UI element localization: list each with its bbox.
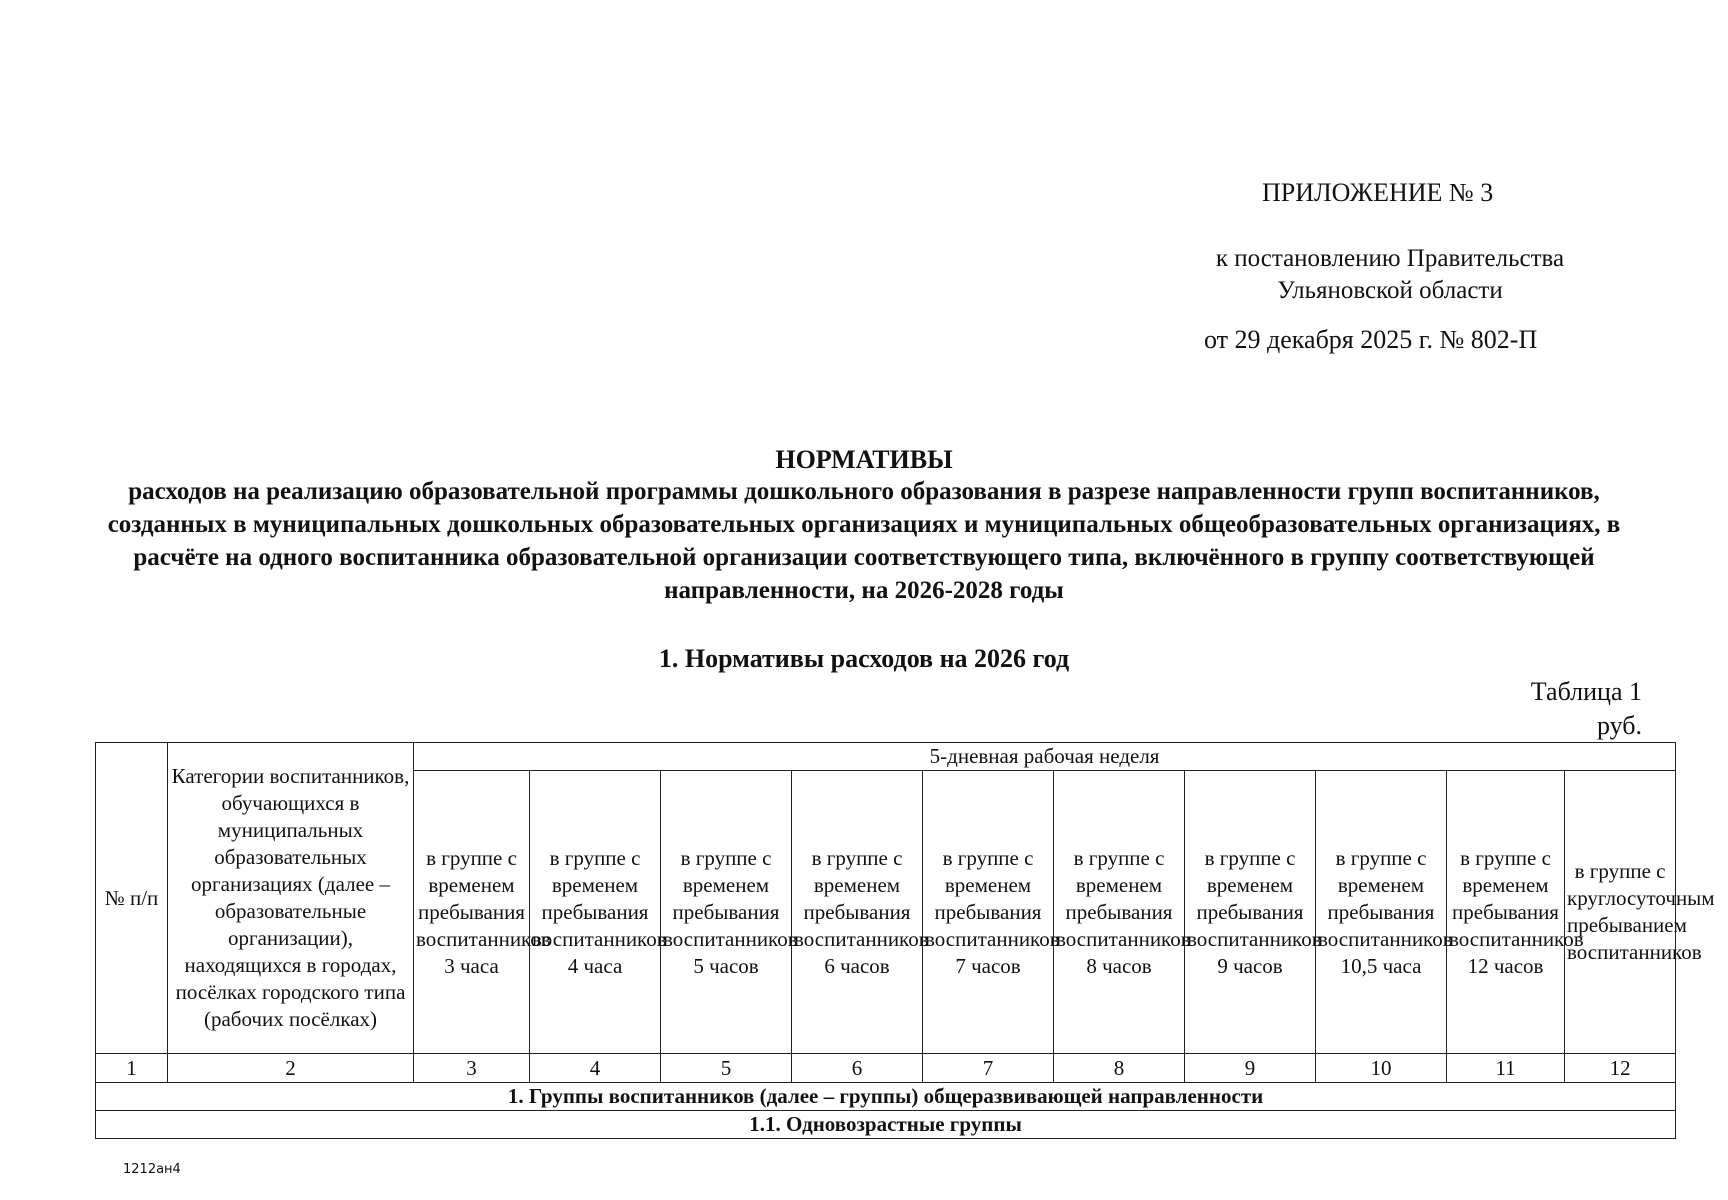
header-cell-7h: в группе с временем пребывания воспитанников 7 часов (923, 771, 1054, 1054)
header-cell-24h: в группе с круглосуточным пребыванием воспитанников (1565, 771, 1676, 1054)
table-unit: руб. (1596, 711, 1642, 740)
column-number: 6 (792, 1054, 923, 1083)
table-row (96, 1054, 1676, 1083)
column-number: 8 (1054, 1054, 1185, 1083)
table-header-row (96, 743, 1676, 771)
header-cell-week: 5-дневная рабочая неделя (414, 743, 1676, 771)
norms-table (95, 742, 1715, 1139)
appendix-reference: к постановлению Правительства Ульяновской области (1215, 245, 1565, 304)
group-heading: 1. Группы воспитанников (далее – группы) общеразвивающей направленности (96, 1083, 1676, 1111)
appendix-title: ПРИЛОЖЕНИЕ № 3 (1262, 178, 1494, 207)
table-row (96, 1083, 1676, 1111)
document-code: 1212ан4 (123, 1162, 181, 1177)
header-cell-number: № п/п (96, 743, 168, 1054)
appendix-date: от 29 декабря 2025 г. № 802-П (1204, 325, 1538, 354)
column-number: 10 (1316, 1054, 1447, 1083)
column-number: 2 (168, 1054, 414, 1083)
column-number: 1 (96, 1054, 168, 1083)
column-number: 7 (923, 1054, 1054, 1083)
column-number: 4 (530, 1054, 661, 1083)
column-number: 11 (1447, 1054, 1565, 1083)
column-number: 9 (1185, 1054, 1316, 1083)
header-cell-9h: в группе с временем пребывания воспитанников 9 часов (1185, 771, 1316, 1054)
table-label: Таблица 1 (1530, 677, 1642, 706)
header-cell-3h: в группе с временем пребывания воспитанников 3 часа (414, 771, 530, 1054)
header-cell-category: Категории воспитанников, обучающихся в муниципальных образовательных организациях (далее – образовательные организации), находящихся в городах, посёлках городского типа (рабочих посёлках) (168, 743, 414, 1054)
column-number: 12 (1565, 1054, 1676, 1083)
section-title: 1. Нормативы расходов на 2026 год (658, 644, 1070, 673)
header-cell-12h: в группе с временем пребывания воспитанников 12 часов (1447, 771, 1565, 1054)
document-subtitle: расходов на реализацию образовательной программы дошкольного образования в разрезе направленности групп воспитанников, созданных в муниципальных дошкольных образовательных организациях и муниципальных общеобразовательных организациях, в расчёте на одного воспитанника образовательной организации соответствующего типа, включённого в группу соответствующей направленности, на 2026-2028 годы (107, 478, 1621, 604)
header-cell-10-5h: в группе с временем пребывания воспитанников 10,5 часа (1316, 771, 1447, 1054)
column-number: 5 (661, 1054, 792, 1083)
header-cell-4h: в группе с временем пребывания воспитанников 4 часа (530, 771, 661, 1054)
document-title: НОРМАТИВЫ (775, 445, 953, 474)
subgroup-heading: 1.1. Одновозрастные группы (96, 1111, 1676, 1139)
table-row (96, 1111, 1676, 1139)
column-number: 3 (414, 1054, 530, 1083)
header-cell-6h: в группе с временем пребывания воспитанников 6 часов (792, 771, 923, 1054)
header-cell-8h: в группе с временем пребывания воспитанников 8 часов (1054, 771, 1185, 1054)
header-cell-5h: в группе с временем пребывания воспитанников 5 часов (661, 771, 792, 1054)
